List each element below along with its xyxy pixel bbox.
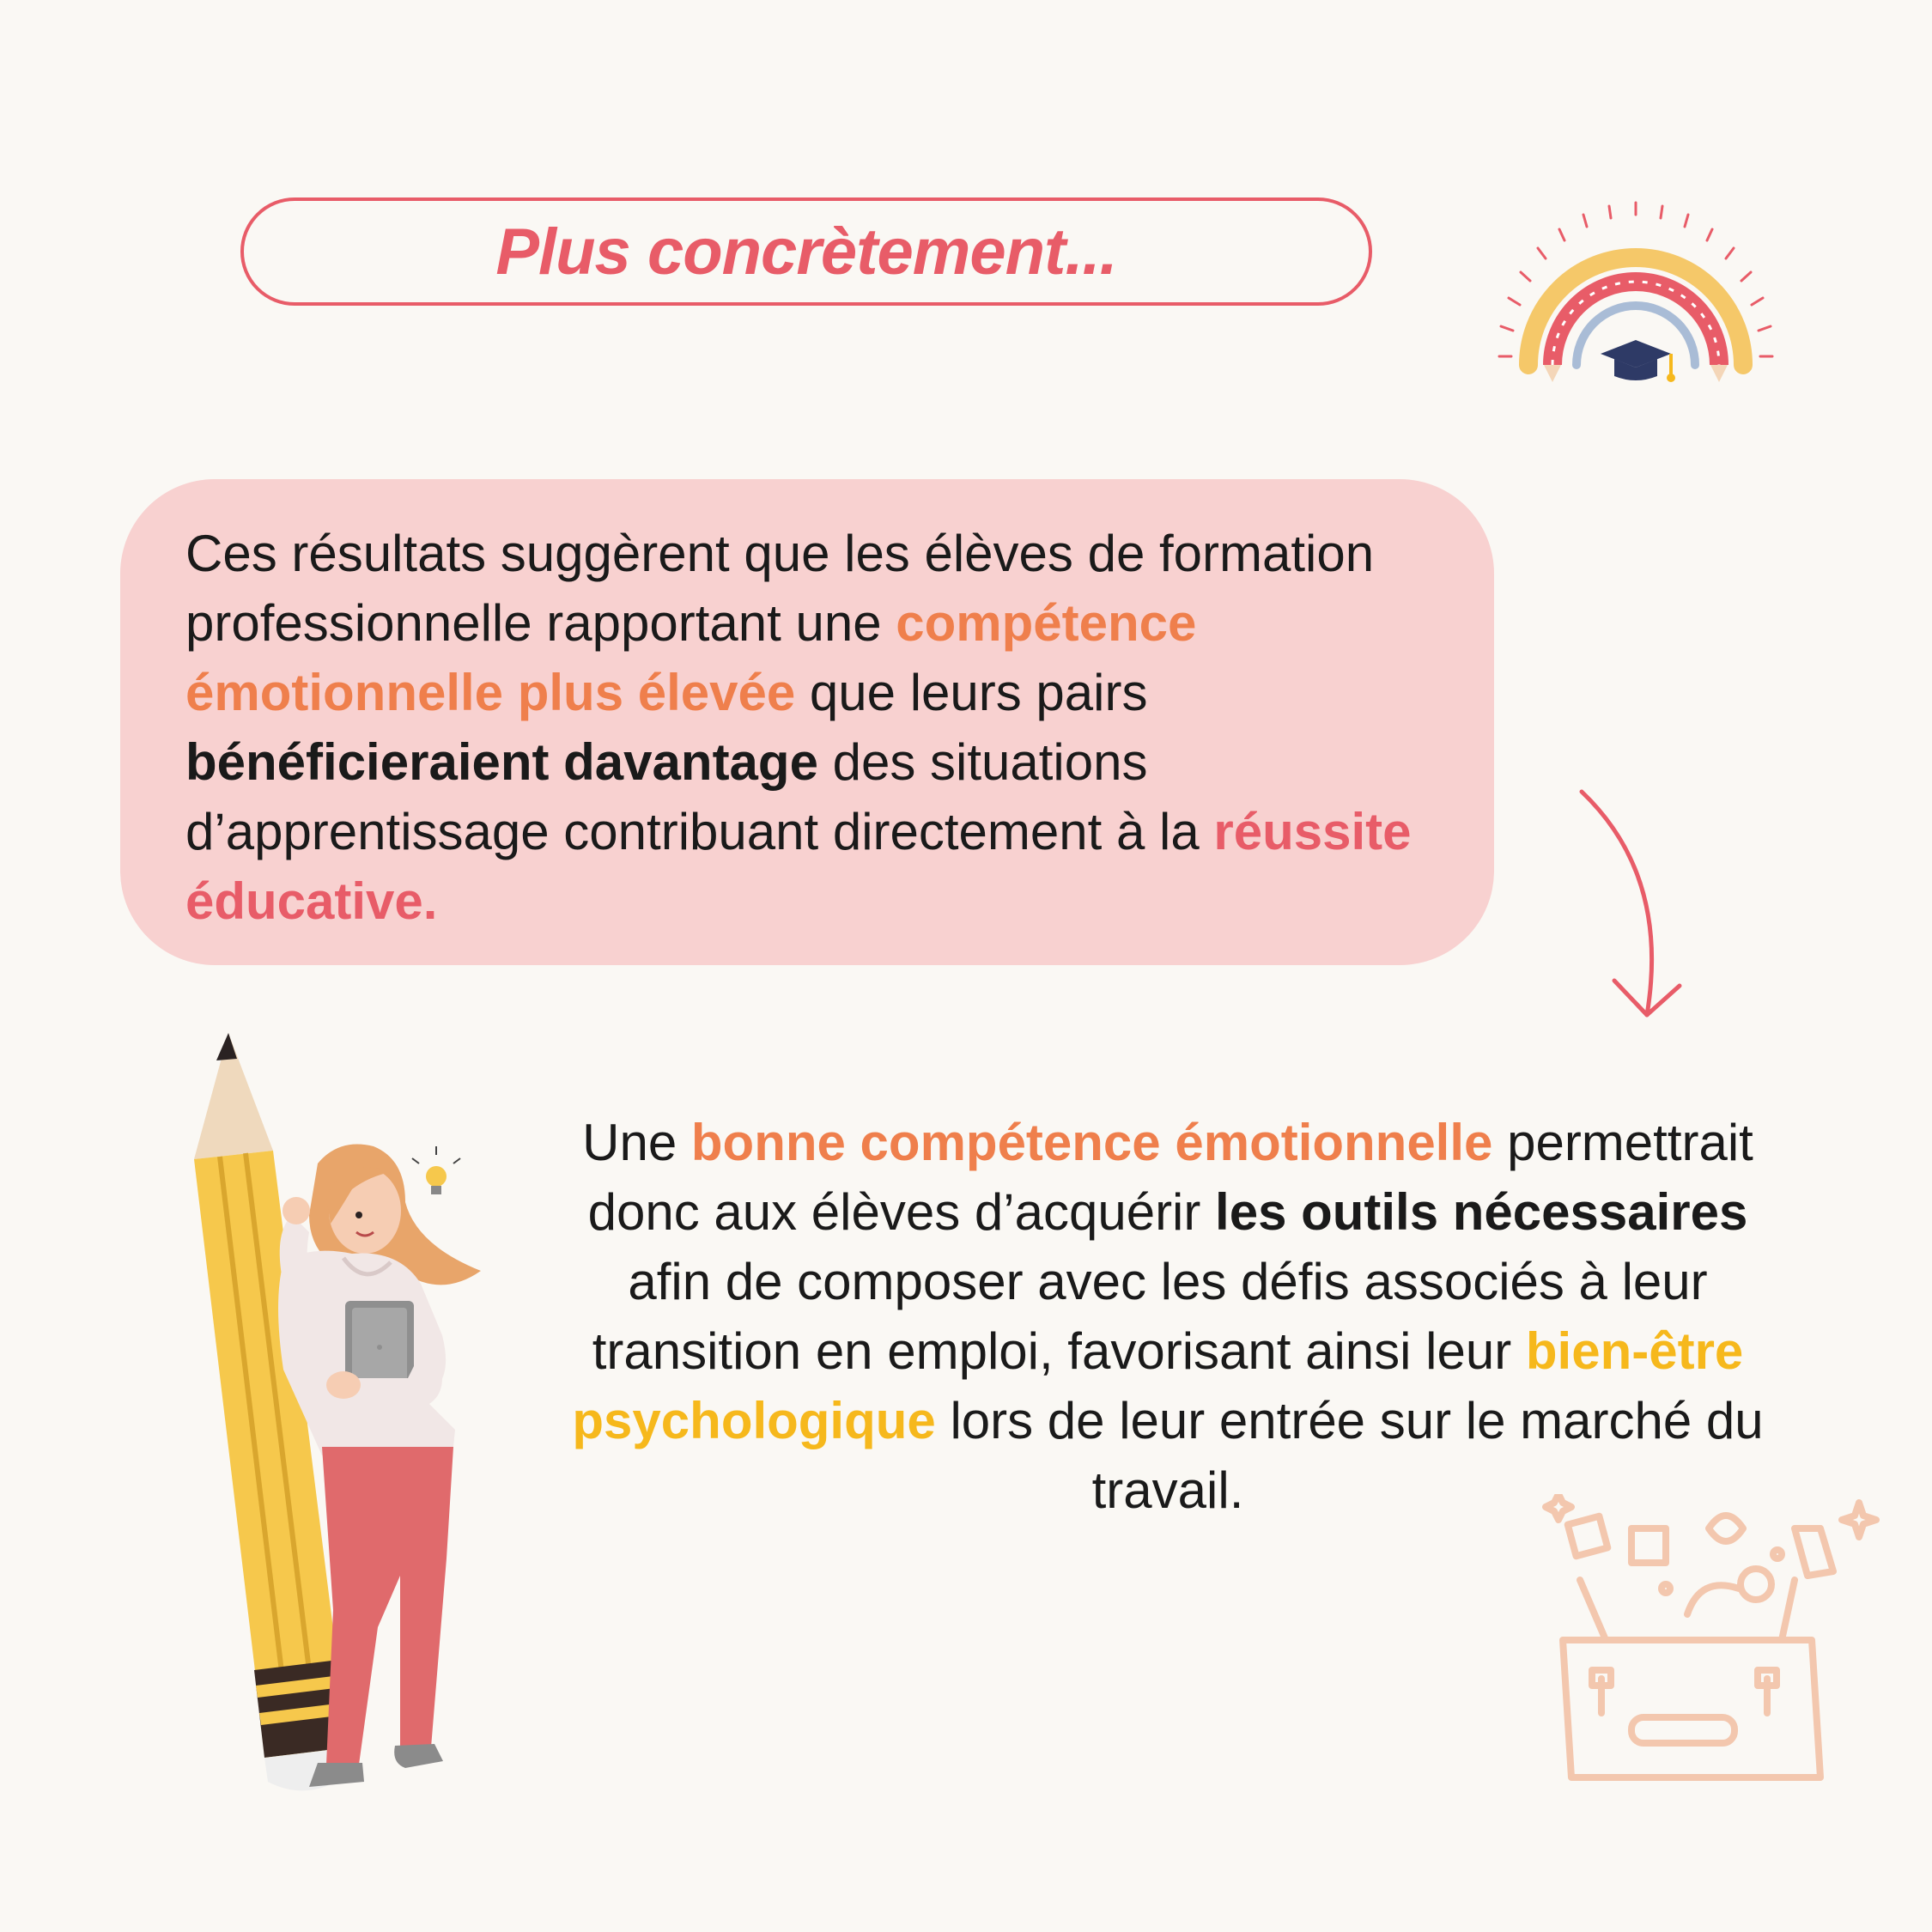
highlight-emotional-competence: compétence émotionnelle plus élevée xyxy=(185,594,1197,721)
title-pill xyxy=(240,197,1372,306)
summary-text-1: Ces résultats suggèrent que les élèves de formation professionnelle rapportant une xyxy=(185,525,1375,652)
summary-box xyxy=(120,479,1494,965)
conclusion-text-4: lors de leur entrée sur le marché du travail. xyxy=(935,1392,1764,1519)
bold-necessary-tools: les outils nécessaires xyxy=(1215,1183,1748,1241)
rainbow-graduation-cap-icon xyxy=(1494,172,1777,404)
conclusion-text-2: permettrait donc aux élèves d’acquérir xyxy=(587,1114,1753,1241)
conclusion-text-1: Une xyxy=(582,1114,691,1171)
curved-arrow-icon xyxy=(1563,781,1692,1030)
highlight-good-emotional-competence: bonne compétence émotionnelle xyxy=(690,1114,1493,1171)
summary-text-3: des situations d’apprentissage contribuant directement à la xyxy=(185,733,1214,860)
toolbox-icon xyxy=(1537,1494,1880,1795)
student-with-pencil-illustration xyxy=(180,1026,507,1833)
bold-benefit: bénéficieraient davantage xyxy=(185,733,818,791)
summary-text-2: que leurs pairs xyxy=(795,664,1148,721)
conclusion-paragraph xyxy=(567,1108,1769,1525)
page-title: Plus concrètement... xyxy=(495,215,1117,289)
conclusion-text-3: afin de composer avec les défis associés à leur transition en emploi, favorisant ainsi leur xyxy=(592,1253,1708,1380)
highlight-educational-success: réussite éducative. xyxy=(185,803,1412,930)
highlight-psychological-wellbeing: bien-être psychologique xyxy=(572,1322,1744,1449)
